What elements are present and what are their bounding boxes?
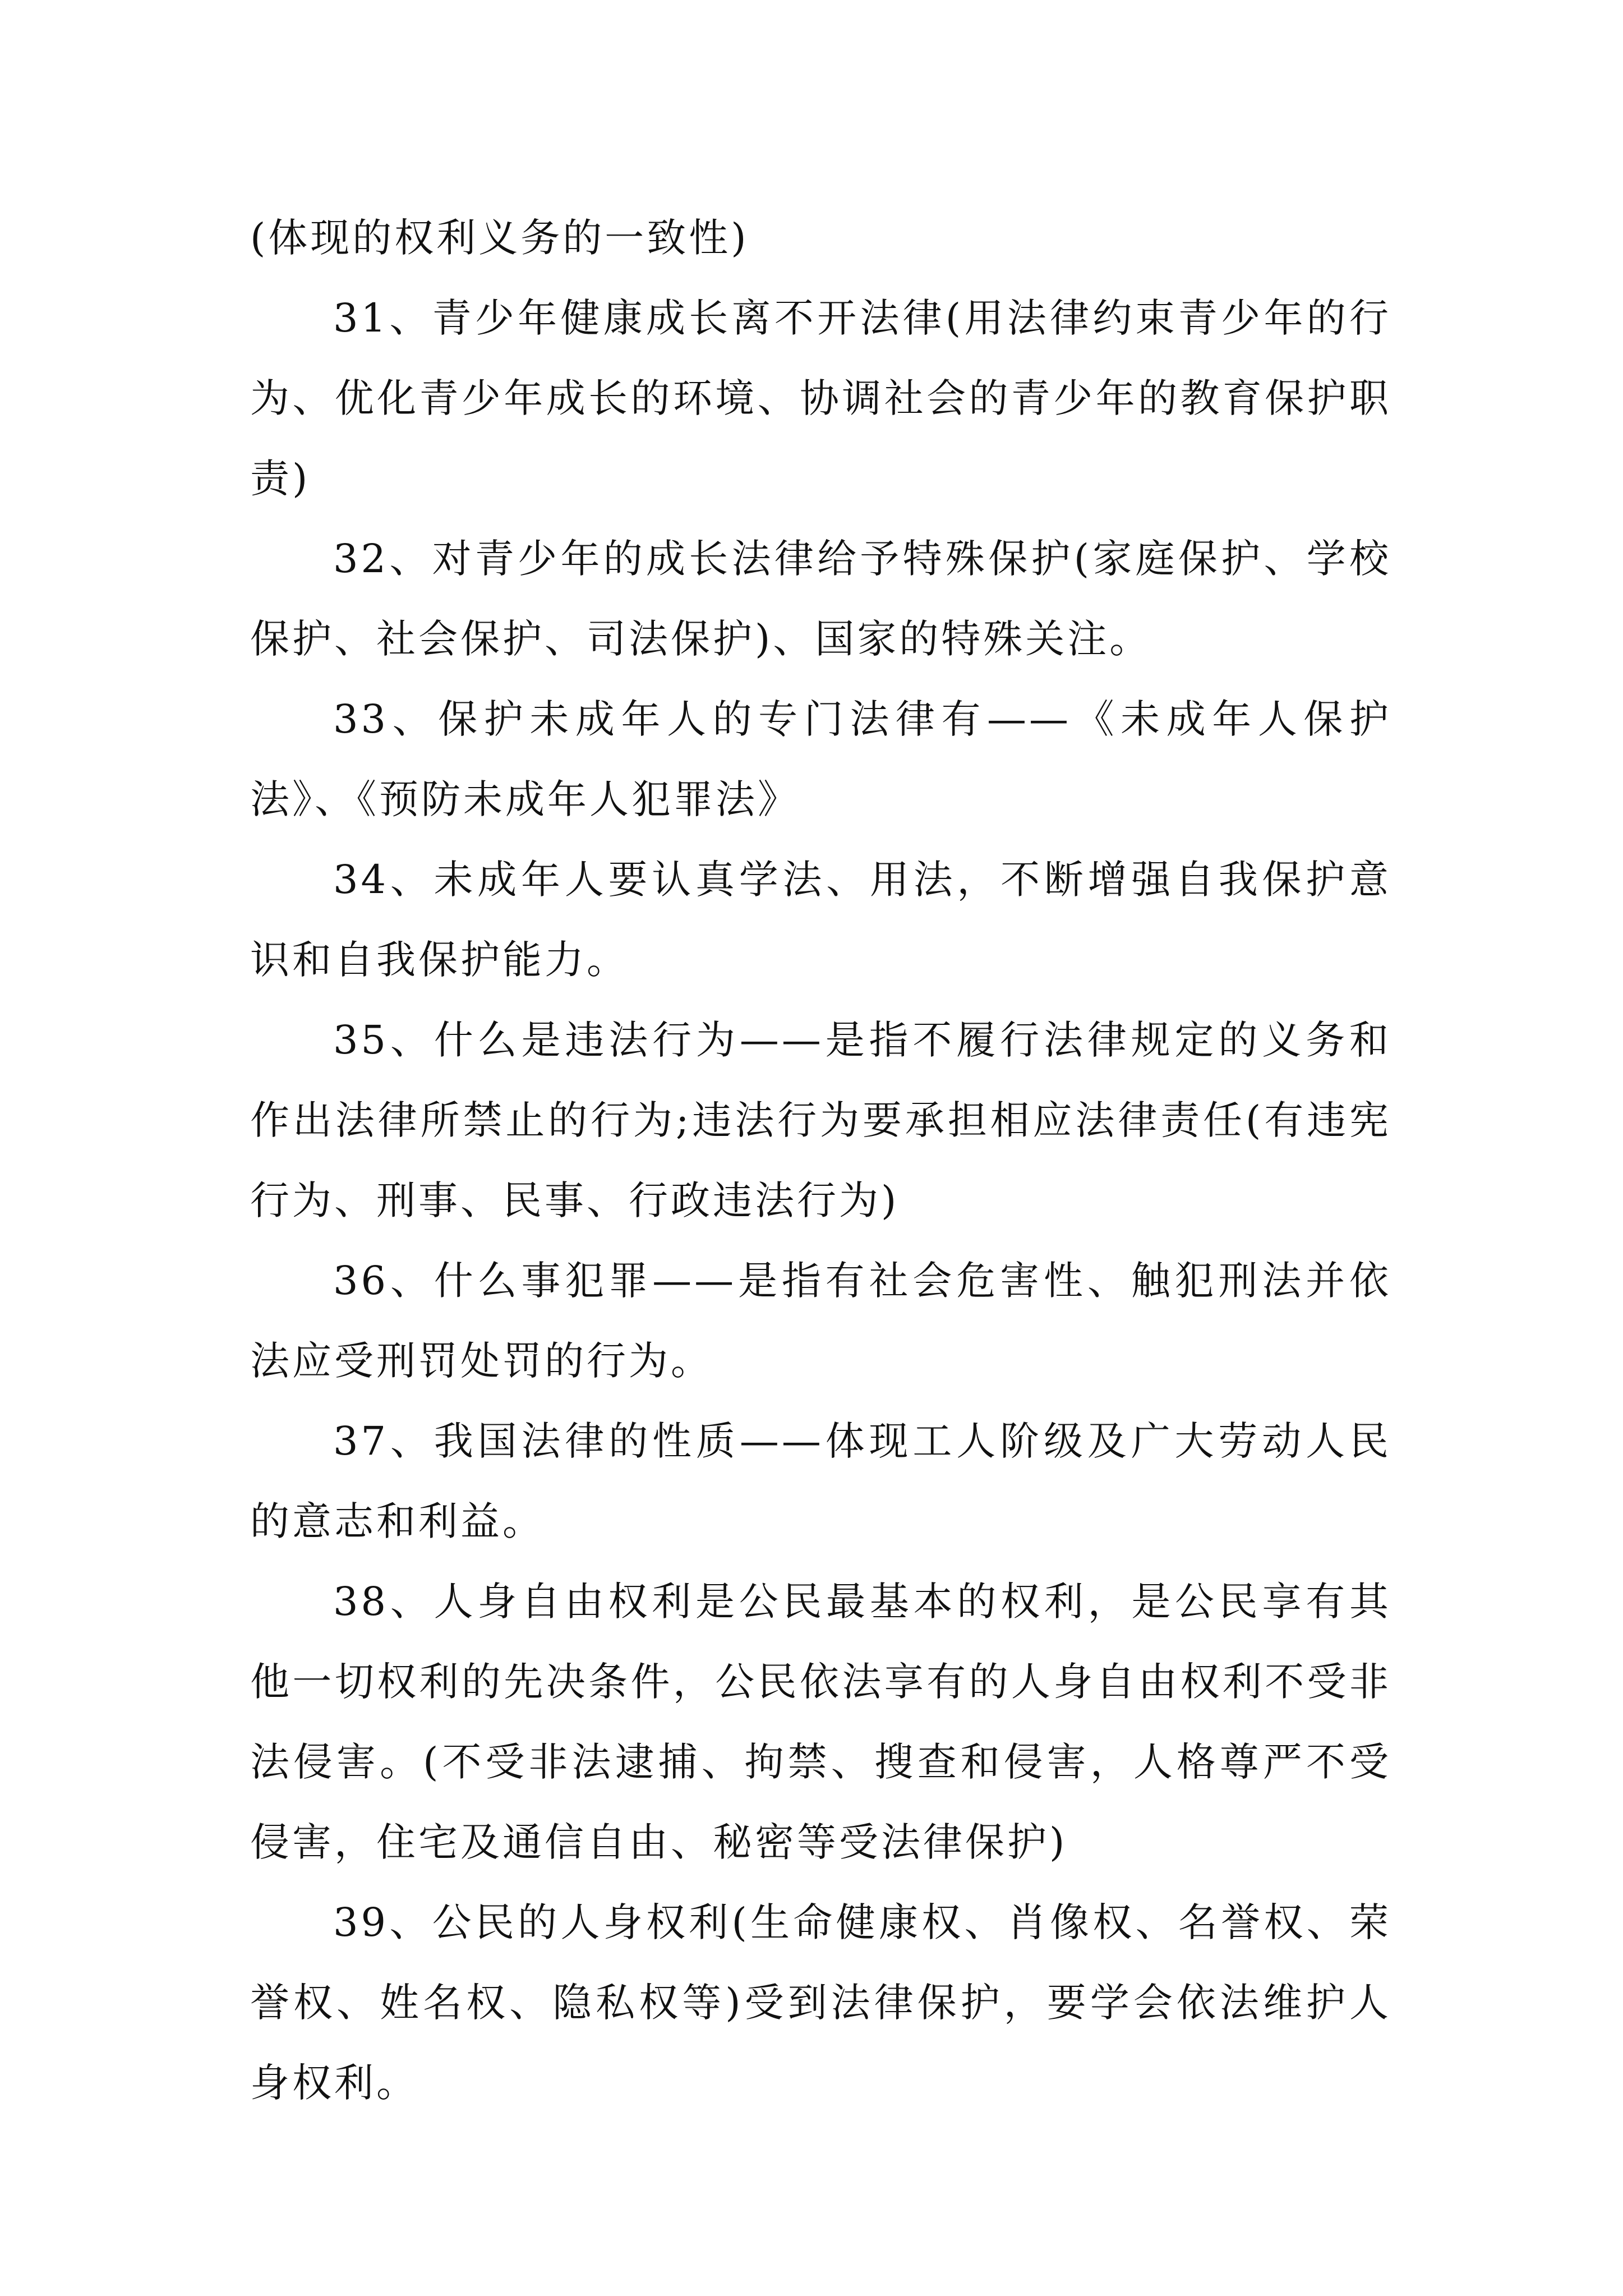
document-body <box>250 198 1391 2123</box>
paragraph-32: 32、对青少年的成长法律给予特殊保护(家庭保护、学校保护、社会保护、司法保护)、国家的特殊关注。 <box>250 536 1391 662</box>
paragraph-37: 37、我国法律的性质——体现工人阶级及广大劳动人民的意志和利益。 <box>250 1418 1391 1544</box>
paragraph-36: 36、什么事犯罪——是指有社会危害性、触犯刑法并依法应受刑罚处罚的行为。 <box>250 1258 1391 1384</box>
paragraph-38: 38、人身自由权利是公民最基本的权利，是公民享有其他一切权利的先决条件，公民依法享有的人身自由权利不受非法侵害。(不受非法逮捕、拘禁、搜查和侵害，人格尊严不受侵害，住宅及通信自由、秘密等受法律保护) <box>250 1579 1391 1865</box>
paragraph-39: 39、公民的人身权利(生命健康权、肖像权、名誉权、荣誉权、姓名权、隐私权等)受到法律保护，要学会依法维护人身权利。 <box>250 1899 1391 2106</box>
paragraph-33: 33、保护未成年人的专门法律有——《未成年人保护法》、《预防未成年人犯罪法》 <box>250 696 1391 822</box>
paragraph-31: 31、青少年健康成长离不开法律(用法律约束青少年的行为、优化青少年成长的环境、协调社会的青少年的教育保护职责) <box>250 295 1391 501</box>
paragraph-34: 34、未成年人要认真学法、用法，不断增强自我保护意识和自我保护能力。 <box>250 857 1391 983</box>
paragraph-continuation: (体现的权利义务的一致性) <box>250 215 749 261</box>
paragraph-35: 35、什么是违法行为——是指不履行法律规定的义务和作出法律所禁止的行为;违法行为要承担相应法律责任(有违宪行为、刑事、民事、行政违法行为) <box>250 1017 1391 1223</box>
